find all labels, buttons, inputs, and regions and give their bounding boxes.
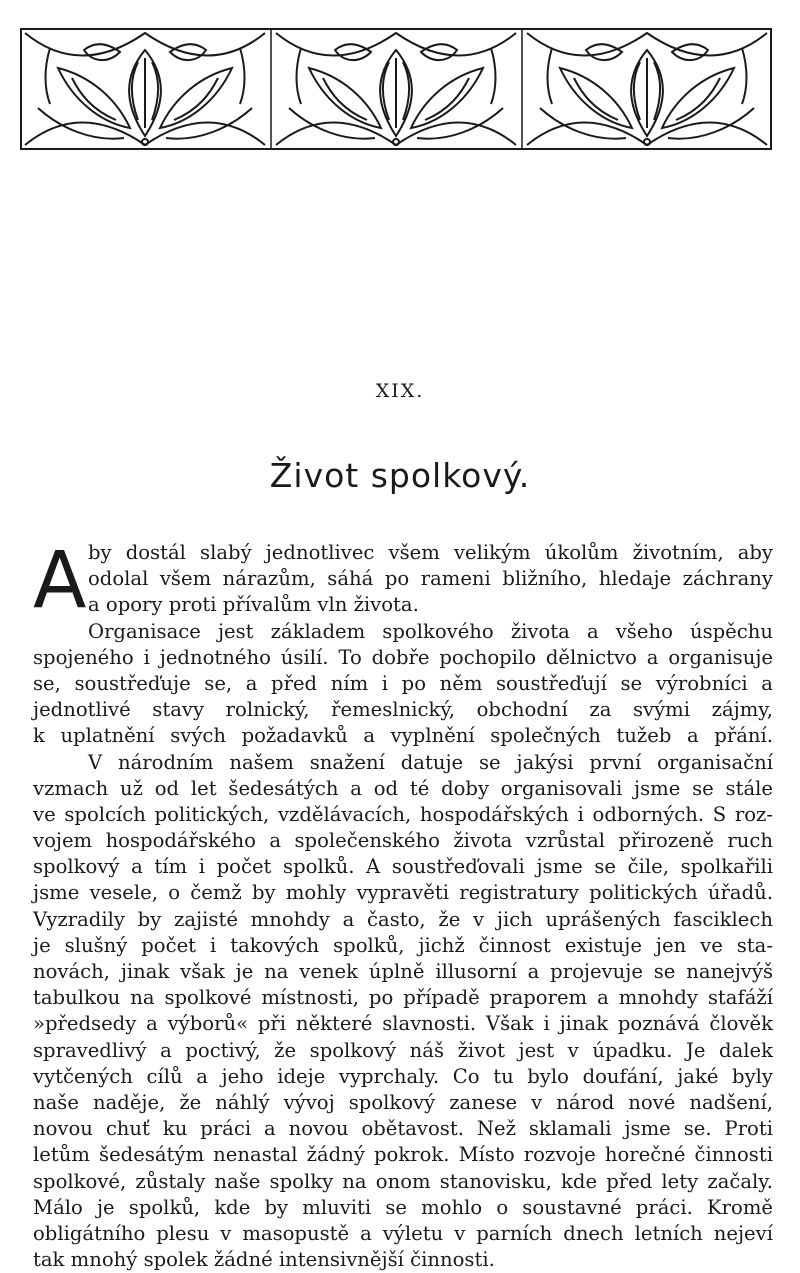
text-line: vzmach už od let šedesátých a od té doby organisovali jsme se stále xyxy=(33,776,773,800)
text-line: jsme vesele, o čemž by mohly vypravěti registratury politických úřadů. xyxy=(33,881,773,905)
chapter-number: XIX. xyxy=(375,380,425,402)
text-line: jednotlivé stavy rolnický, řemeslnický, obchodní za svými zájmy, xyxy=(33,698,773,722)
text-line: Málo je spolků, kde by mluviti se mohlo o soustavné práci. Kromě xyxy=(33,1195,773,1219)
chapter-title: Život spolkový. xyxy=(269,456,531,495)
text-line: Vyzradily by zajisté mnohdy a často, že v jich uprášených fasciklech xyxy=(33,907,773,931)
chapter-body xyxy=(33,536,773,1273)
text-line: k uplatnění svých požadavků a vyplnění společných tužeb a přání. xyxy=(33,724,773,748)
text-line: spravedlivý a poctivý, že spolkový náš život jest v úpadku. Je dalek xyxy=(33,1038,773,1062)
text-line: novou chuť ku práci a novou obětavost. Než sklamali jsme se. Proti xyxy=(33,1117,773,1141)
text-line: vojem hospodářského a společenského života vzrůstal přirozeně ruch xyxy=(33,829,773,853)
text-line: ve spolcích politických, vzdělávacích, hospodářských i odborných. S roz- xyxy=(33,802,773,826)
text-line: novách, jinak však je na venek úplně illusorní a projevuje se nanejvýš xyxy=(33,960,773,983)
text-line: V národním našem snažení datuje se jakýsi první organisační xyxy=(88,750,773,774)
floral-ornament-band xyxy=(20,28,772,150)
text-line: obligátního plesu v masopustě a výletu v parních dnech letních nejeví xyxy=(33,1221,773,1245)
text-line: se, soustřeďuje se, a před ním i po něm soustřeďují se výrobníci a xyxy=(33,671,773,695)
text-line: naše naděje, že náhlý vývoj spolkový zanese v národ nové nadšení, xyxy=(33,1090,773,1114)
drop-cap: A xyxy=(33,536,87,626)
text-line: »předsedy a výborů« při některé slavnosti. Však i jinak poznává člověk xyxy=(33,1012,773,1036)
text-line: vytčených cílů a jeho ideje vyprchaly. Co tu bylo doufání, jaké byly xyxy=(33,1064,773,1088)
text-line: tak mnohý spolek žádné intensivnější činnosti. xyxy=(33,1248,495,1272)
text-line: letům šedesátým nenastal žádný pokrok. Místo rozvoje horečné činnosti xyxy=(33,1143,773,1167)
text-line: odolal všem nárazům, sáhá po rameni bližního, hledaje záchrany xyxy=(88,567,773,591)
text-line: Organisace jest základem spolkového života a všeho úspěchu xyxy=(88,619,773,643)
text-line: spolkový a tím i počet spolků. A soustřeďovali jsme se čile, spolkařili xyxy=(33,855,773,879)
text-line: spojeného i jednotného úsilí. To dobře pochopilo dělnictvo a organisuje xyxy=(33,645,773,669)
text-line: je slušný počet i takových spolků, jichž činnost existuje jen ve sta- xyxy=(33,933,773,957)
text-line: by dostál slabý jednotlivec všem velikým úkolům životním, aby xyxy=(88,541,773,564)
text-line: tabulkou na spolkové místnosti, po případě praporem a mnohdy stafáží xyxy=(33,986,773,1010)
text-line: a opory proti přívalům vln života. xyxy=(88,593,419,617)
text-line: spolkové, zůstaly naše spolky na onom stanovisku, kde před lety začaly. xyxy=(33,1169,773,1193)
